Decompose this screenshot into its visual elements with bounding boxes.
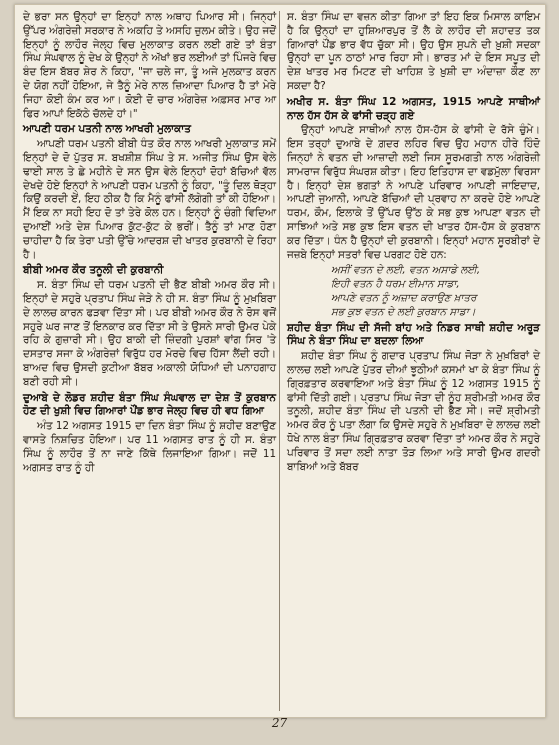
section-heading: ਅਖੀਰ ਸ. ਬੰਤਾ ਸਿੰਘ 12 ਅਗਸਤ, 1915 ਆਪਣੇ ਸਾਥੀਆਂ ਨਾਲ ਹੱਸ ਹੱਸ ਕੇ ਫਾਂਸੀ ਚੜ੍ਹ ਗਏ bbox=[287, 95, 540, 122]
poem-verse bbox=[287, 264, 540, 319]
paragraph: ਆਪਣੀ ਧਰਮ ਪਤਨੀ ਬੀਬੀ ਧੰਤ ਕੌਰ ਨਾਲ ਆਖਰੀ ਮੁਲਾਕਾਤ ਸਮੇਂ ਇਨ੍ਹਾਂ ਦੇ ਦੋ ਪੁੱਤਰ ਸ. ਬਖਸ਼ੀਸ਼ ਸਿੰਘ ਤੇ ਸ. ਅਜੀਤ ਸਿੰਘ ਉਸ ਵੇਲੇ ਢਾਈ ਸਾਲ ਤੇ ਛੇ ਮਹੀਨੇ ਦੇ ਸਨ ਉਸ ਵੇਲੇ ਇਨ੍ਹਾਂ ਦੋਹਾਂ ਬੱਚਿਆਂ ਵੱਲ ਦੇਖਦੇ ਹੋਏ ਇਨ੍ਹਾਂ ਨੇ ਆਪਣੀ ਧਰਮ ਪਤਨੀ ਨੂੰ ਕਿਹਾ, "ਤੂੰ ਦਿਲ ਥੋੜ੍ਹਾ ਕਿਉਂ ਕਰਦੀ ਏਂ, ਇਹ ਠੀਕ ਹੈ ਕਿ ਮੈਨੂੰ ਫਾਂਸੀ ਲੱਗੇਗੀ ਤਾਂ ਕੀ ਹੋਇਆ। ਮੈਂ ਇਕ ਨਾ ਸਹੀ ਇਹ ਦੋ ਤਾਂ ਤੇਰੇ ਕੋਲ ਹਨ। ਇਨ੍ਹਾਂ ਨੂੰ ਚੰਗੀ ਵਿਦਿਆ ਦੁਆਈਂ ਅਤੇ ਦੇਸ਼ ਪਿਆਰ ਕੁੱਟ-ਕੁੱਟ ਕੇ ਭਰੀਂ। ਤੈਨੂੰ ਤਾਂ ਮਾਣ ਹੋਣਾ ਚਾਹੀਦਾ ਹੈ ਕਿ ਤੇਰਾ ਪਤੀ ਉੱਚੇ ਆਦਰਸ਼ ਦੀ ਖਾਤਰ ਕੁਰਬਾਨੀ ਦੇ ਰਿਹਾ ਹੈ। bbox=[23, 138, 276, 261]
verse-line: ਇਹੀ ਵਤਨ ਹੈ ਧਰਮ ਈਮਾਨ ਸਾਡਾ, bbox=[331, 278, 460, 291]
paragraph: ਦੇ ਭਰਾ ਸਨ ਉਨ੍ਹਾਂ ਦਾ ਇਨ੍ਹਾਂ ਨਾਲ ਅਥਾਹ ਪਿਆਰ ਸੀ। ਜਿਨ੍ਹਾਂ ਉੱਪਰ ਅੰਗਰੇਜ਼ੀ ਸਰਕਾਰ ਨੇ ਅਕਹਿ ਤੇ ਅਸਹਿ ਜ਼ੁਲਮ ਕੀਤੇ। ਉਹ ਜਦੋਂ ਇਨ੍ਹਾਂ ਨੂੰ ਲਾਹੌਰ ਜੇਲ੍ਹ ਵਿਚ ਮੁਲਾਕਾਤ ਕਰਨ ਲਈ ਗਏ ਤਾਂ ਬੰਤਾ ਸਿੰਘ ਸੰਘਵਾਲ ਨੂੰ ਦੇਖ ਕੇ ਉਨ੍ਹਾਂ ਨੇ ਅੱਖਾਂ ਭਰ ਲਈਆਂ ਤਾਂ ਪਿੰਜਰੇ ਵਿਚ ਬੰਦ ਇਸ ਬੱਬਰ ਸ਼ੇਰ ਨੇ ਕਿਹਾ, "ਜਾ ਚਲੇ ਜਾ, ਤੂੰ ਅਜੇ ਮੁਲਕਾਤ ਕਰਨ ਦੇ ਯੋਗ ਨਹੀਂ ਹੋਇਆ, ਜੇ ਤੈਨੂੰ ਮੇਰੇ ਨਾਲ ਜ਼ਿਆਦਾ ਪਿਆਰ ਹੈ ਤਾਂ ਮੇਰੇ ਜਿਹਾ ਕੋਈ ਕੰਮ ਕਰ ਆ। ਕੋਈ ਦੋ ਚਾਰ ਅੰਗਰੇਜ਼ ਅਫ਼ਸਰ ਮਾਰ ਆ ਫਿਰ ਆਪਾਂ ਇਕੱਠੇ ਚੱਲਦੇ ਹਾਂ।" bbox=[23, 11, 276, 120]
page-number: 27 bbox=[271, 716, 288, 730]
paragraph: ਅੰਤ 12 ਅਗਸਤ 1915 ਦਾ ਦਿਨ ਬੰਤਾ ਸਿੰਘ ਨੂੰ ਸ਼ਹੀਦ ਬਣਾਉਣ ਵਾਸਤੇ ਨਿਸ਼ਚਿਤ ਹੋਇਆ। ਪਰ 11 ਅਗਸਤ ਰਾਤ ਨੂੰ ਹੀ ਸ. ਬੰਤਾ ਸਿੰਘ ਨੂੰ ਲਾਹੌਰ ਤੋਂ ਨਾ ਜਾਣੇ ਕਿੱਥੇ ਲਿਜਾਇਆ ਗਿਆ। ਜਦੋਂ 11 ਅਗਸਤ ਰਾਤ ਨੂੰ ਹੀ bbox=[23, 420, 276, 474]
paragraph: ਸ. ਬੰਤਾ ਸਿੰਘ ਦੀ ਧਰਮ ਪਤਨੀ ਦੀ ਭੈਣ ਬੀਬੀ ਅਮਰ ਕੌਰ ਸੀ। ਇਨ੍ਹਾਂ ਦੇ ਸਹੁਰੇ ਪ੍ਰਤਾਪ ਸਿੰਘ ਜੇੜੇ ਨੇ ਹੀ ਸ. ਬੰਤਾ ਸਿੰਘ ਨੂੰ ਮੁਖ਼ਬਿਰਾ ਦੇ ਲਾਲਚ ਕਾਰਨ ਫੜਵਾ ਦਿੱਤਾ ਸੀ। ਪਰ ਬੀਬੀ ਅਮਰ ਕੌਰ ਨੇ ਰੋਸ ਵਜੋਂ ਸਹੁਰੇ ਘਰ ਜਾਣ ਤੋਂ ਇਨਕਾਰ ਕਰ ਦਿੱਤਾ ਸੀ ਤੇ ਉਸਨੇ ਸਾਰੀ ਉਮਰ ਪੇਕੇ ਰਹਿ ਕੇ ਗੁਜ਼ਾਰੀ ਸੀ। ਉਹ ਬਾਕੀ ਦੀ ਜ਼ਿੰਦਗੀ ਪੁਰਸ਼ਾਂ ਵਾਂਗ ਸਿਰ 'ਤੇ ਦਸਤਾਰ ਸਜਾ ਕੇ ਅੰਗਰੇਜ਼ਾਂ ਵਿਰੁੱਧ ਹਰ ਮੋਰਚੇ ਵਿਚ ਹਿੱਸਾ ਲੈਂਦੀ ਰਹੀ। ਬਾਅਦ ਵਿਚ ਉਸਦੀ ਕੁਟੀਆ ਬੱਬਰ ਅਕਾਲੀ ਯੋਧਿਆਂ ਦੀ ਪਨਾਹਗਾਹ ਬਣੀ ਰਹੀ ਸੀ। bbox=[23, 279, 276, 388]
book-page bbox=[14, 4, 546, 718]
column-divider bbox=[279, 11, 280, 711]
section-heading: ਆਪਣੀ ਧਰਮ ਪਤਨੀ ਨਾਲ ਆਖਰੀ ਮੁਲਾਕਾਤ bbox=[23, 123, 192, 136]
section-heading: ਦੁਆਬੇ ਦੇ ਲੋਡਰ ਸ਼ਹੀਦ ਬੰਤਾ ਸਿੰਘ ਸੰਘਵਾਲ ਦਾ ਦੇਸ਼ ਤੋਂ ਕੁਰਬਾਨ ਹੋਣ ਦੀ ਖੁਸ਼ੀ ਵਿਚ ਗਿਆਰਾਂ ਪੌਂਡ ਭਾਰ ਜੇਲ੍ਹ ਵਿਚ ਹੀ ਵਧ ਗਿਆ bbox=[23, 391, 276, 418]
paragraph: ਸ਼ਹੀਦ ਬੰਤਾ ਸਿੰਘ ਨੂੰ ਗਦਾਰ ਪ੍ਰਤਾਪ ਸਿੰਘ ਜੋੜਾ ਨੇ ਮੁਖ਼ਬਿਰਾਂ ਦੇ ਲਾਲਚ ਲਈ ਆਪਣੇ ਪੁੱਤਰ ਦੀਆਂ ਝੂਠੀਆਂ ਕਸਮਾਂ ਖਾ ਕੇ ਬੰਤਾ ਸਿੰਘ ਨੂੰ ਗ੍ਰਿਫ਼ਤਾਰ ਕਰਵਾਇਆ ਅਤੇ ਬੰਤਾ ਸਿੰਘ ਨੂੰ 12 ਅਗਸਤ 1915 ਨੂੰ ਫਾਂਸੀ ਦਿੱਤੀ ਗਈ। ਪ੍ਰਤਾਪ ਸਿੰਘ ਜੋੜਾ ਦੀ ਨੂੰਹ ਸ਼੍ਰੀਮਤੀ ਅਮਰ ਕੌਰ ਤਨੂਲੀ, ਸ਼ਹੀਦ ਬੰਤਾ ਸਿੰਘ ਦੀ ਪਤਨੀ ਦੀ ਭੈਣ ਸੀ। ਜਦੋਂ ਸ਼੍ਰੀਮਤੀ ਅਮਰ ਕੌਰ ਨੂੰ ਪਤਾ ਲੱਗਾ ਕਿ ਉਸਦੇ ਸਹੁਰੇ ਨੇ ਮੁਖ਼ਬਿਰਾ ਦੇ ਲਾਲਚ ਲਈ ਧੋਖੇ ਨਾਲ ਬੰਤਾ ਸਿੰਘ ਗ੍ਰਿਫ਼ਤਾਰ ਕਰਵਾ ਦਿੱਤਾ ਤਾਂ ਅਮਰ ਕੌਰ ਨੇ ਸਹੁਰੇ ਪਰਿਵਾਰ ਤੋਂ ਸਦਾ ਲਈ ਨਾਤਾ ਤੋੜ ਲਿਆ ਅਤੇ ਸਾਰੀ ਉਮਰ ਗਦਰੀ ਬਾਬਿਆਂ ਅਤੇ ਬੱਬਰ bbox=[287, 350, 540, 473]
section-heading: ਸ਼ਹੀਦ ਬੰਤਾ ਸਿੰਘ ਦੀ ਸੱਜੀ ਬਾਂਹ ਅਤੇ ਨਿਡਰ ਸਾਥੀ ਸ਼ਹੀਦ ਅਰੂੜ ਸਿੰਘ ਨੇ ਬੰਤਾ ਸਿੰਘ ਦਾ ਬਦਲਾ ਲਿਆ bbox=[287, 321, 540, 348]
paragraph: ਉਨ੍ਹਾਂ ਆਪਣੇ ਸਾਥੀਆਂ ਨਾਲ ਹੱਸ-ਹੱਸ ਕੇ ਫਾਂਸੀ ਦੇ ਰੱਸੇ ਚੁੰਮੇ। ਇਸ ਤਰ੍ਹਾਂ ਦੁਆਬੇ ਦੇ ਗ਼ਦਰ ਲਹਿਰ ਵਿਚ ਉਹ ਮਹਾਨ ਹੀਰੇ ਹਿੰਦੋ ਜਿਨ੍ਹਾਂ ਨੇ ਵਤਨ ਦੀ ਆਜ਼ਾਦੀ ਲਈ ਜਿਸ ਸੂਰਮਗਤੀ ਨਾਲ ਅੰਗਰੇਜ਼ੀ ਸਾਮਰਾਜ ਵਿਰੁੱਧ ਸੰਘਰਸ਼ ਕੀਤਾ। ਇਹ ਇਤਿਹਾਸ ਦਾ ਵਡਮੁੱਲਾ ਵਿਰਸਾ ਹੈ। ਇਨ੍ਹਾਂ ਦੇਸ਼ ਭਗਤਾਂ ਨੇ ਆਪਣੇ ਪਰਿਵਾਰ ਆਪਣੀ ਜਾਇਦਾਦ, ਆਪਣੀ ਜੁਆਨੀ, ਆਪਣੇ ਬੱਚਿਆਂ ਦੀ ਪ੍ਰਵਾਹ ਨਾ ਕਰਦੇ ਹੋਏ ਆਪਣੇ ਧਰਮ, ਕੌਮ, ਇਲਾਕੇ ਤੋਂ ਉੱਪਰ ਉੱਠ ਕੇ ਸਭ ਕੁਝ ਆਪਣਾ ਵਤਨ ਦੀ ਸਾਝਿਆਂ ਅਤੇ ਸਭ ਕੁਝ ਇਸ ਵਤਨ ਦੀ ਖਾਤਰ ਹੱਸ-ਹੱਸ ਕੇ ਕੁਰਬਾਨ ਕਰ ਦਿੱਤਾ। ਧੰਨ ਹੈ ਉਨ੍ਹਾਂ ਦੀ ਕੁਰਬਾਨੀ। ਇਨ੍ਹਾਂ ਮਹਾਨ ਸੂਰਬੀਰਾਂ ਦੇ ਜਜ਼ਬੇ ਇਨ੍ਹਾਂ ਸਤਰਾਂ ਵਿਚ ਪਰਗਟ ਹੋਏ ਹਨ: bbox=[287, 124, 540, 261]
section-heading: ਬੀਬੀ ਅਮਰ ਕੌਰ ਤਨੂਲੀ ਦੀ ਕੁਰਬਾਨੀ bbox=[23, 264, 164, 277]
right-column bbox=[287, 11, 540, 475]
left-column bbox=[23, 11, 276, 476]
verse-line: ਅਸੀਂ ਵਤਨ ਦੇ ਲਈ, ਵਤਨ ਅਸਾਡੇ ਲਈ, bbox=[331, 264, 481, 277]
verse-line: ਸਭ ਕੁਝ ਵਤਨ ਦੇ ਲਈ ਕੁਰਬਾਨ ਸਾਡਾ। bbox=[331, 305, 476, 318]
verse-line: ਆਪਣੇ ਵਤਨ ਨੂੰ ਅਜ਼ਾਦ ਕਰਾਉਣ ਖ਼ਾਤਰ bbox=[331, 291, 477, 304]
paragraph: ਸ. ਬੰਤਾ ਸਿੰਘ ਦਾ ਵਜ਼ਨ ਕੀਤਾ ਗਿਆ ਤਾਂ ਇਹ ਇਕ ਮਿਸਾਲ ਕਾਇਮ ਹੈ ਕਿ ਉਨ੍ਹਾਂ ਦਾ ਹੁਸ਼ਿਆਰਪੁਰ ਤੋਂ ਲੈ ਕੇ ਲਾਹੌਰ ਦੀ ਸ਼ਹਾਦਤ ਤਕ ਗਿਆਰਾਂ ਪੌਂਡ ਭਾਰ ਵੱਧ ਚੁੱਕਾ ਸੀ। ਉਹ ਉਸ ਸੁਪਨੇ ਦੀ ਖ਼ੁਸ਼ੀ ਸਦਕਾ ਉਨ੍ਹਾਂ ਦਾ ਪੂਨ ਠਾਠਾਂ ਮਾਰ ਰਿਹਾ ਸੀ। ਭਾਰਤ ਮਾਂ ਦੇ ਇਸ ਸਪੂਤ ਦੀ ਦੇਸ਼ ਖਾਤਰ ਮਰ ਮਿਟਣ ਦੀ ਖਾਹਿਸ਼ ਤੇ ਖ਼ੁਸ਼ੀ ਦਾ ਅੰਦਾਜ਼ਾ ਕੌਣ ਲਾ ਸਕਦਾ ਹੈ? bbox=[287, 11, 540, 92]
